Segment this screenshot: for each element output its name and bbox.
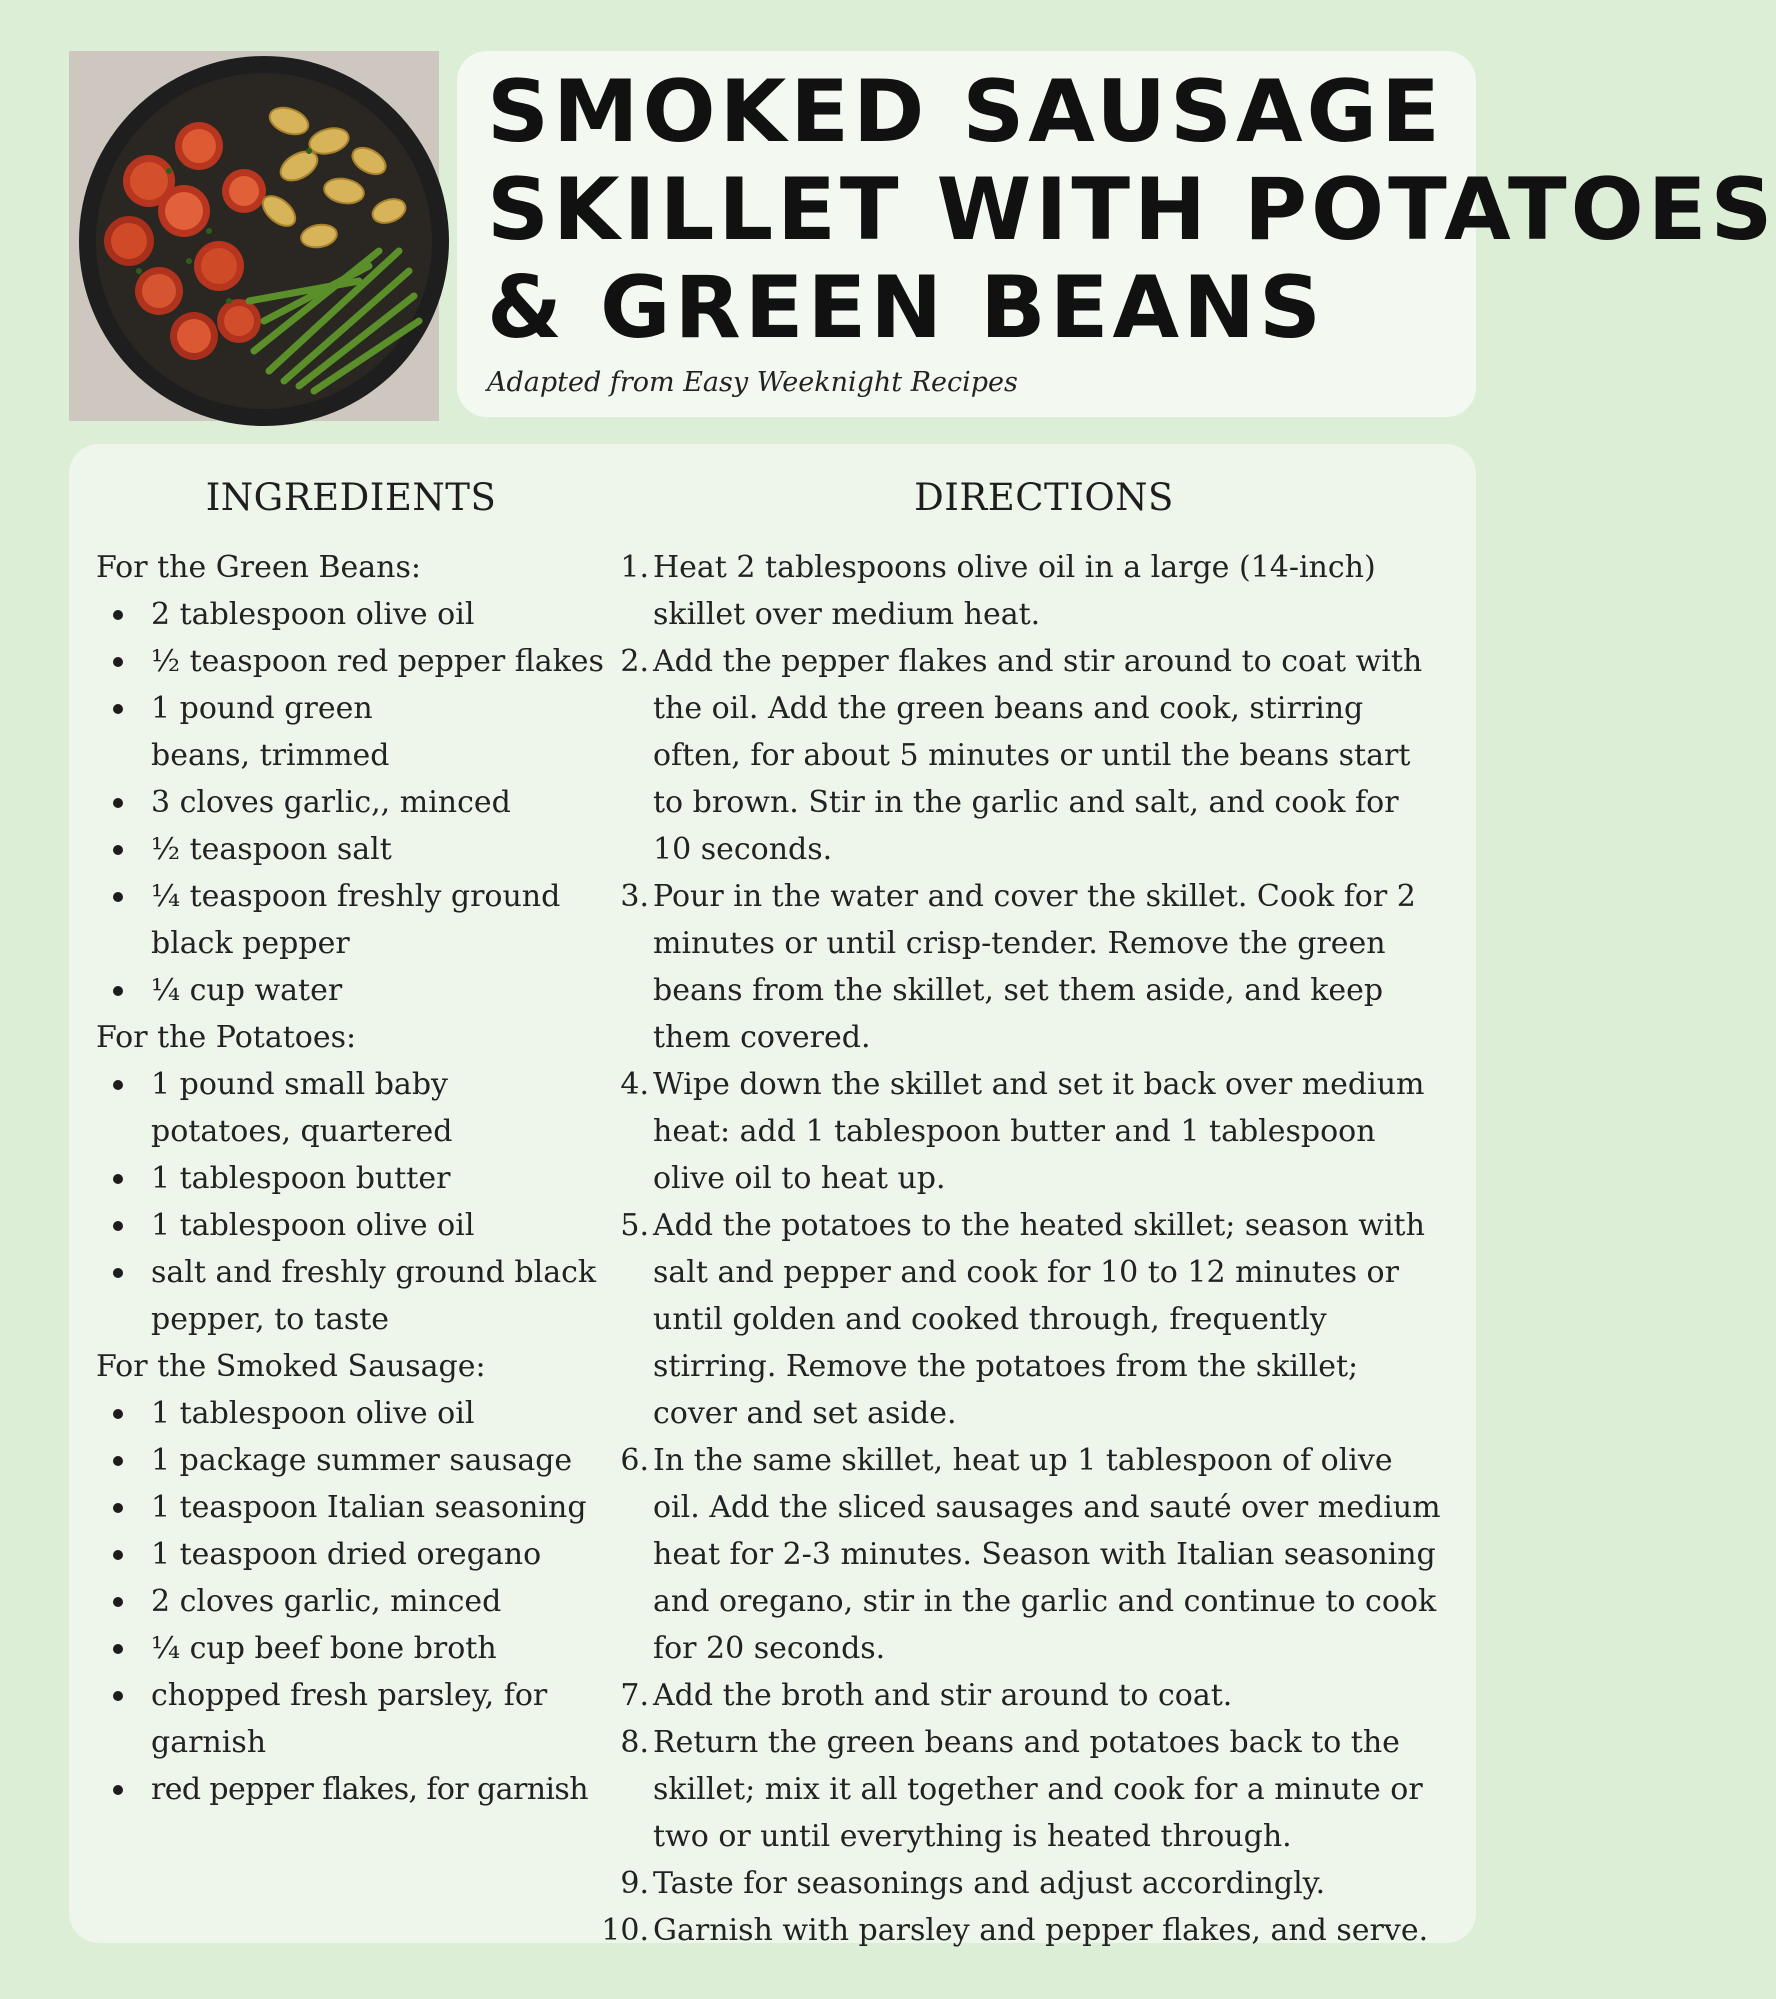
step-text: Add the potatoes to the heated skillet; season with salt and pepper and cook for 10 to 12 minutes or until golden and cooked through, frequently stirring. Remove the potatoes from the skillet; cover and set aside. <box>653 1208 1425 1431</box>
ingredient-list <box>96 591 656 1014</box>
ingredient-item: ½ teaspoon salt <box>96 826 656 873</box>
direction-step <box>609 1437 1444 1672</box>
step-number: 6. <box>620 1443 649 1478</box>
step-number: 7. <box>620 1678 649 1713</box>
direction-step <box>609 1061 1444 1202</box>
ingredient-list <box>96 1390 656 1813</box>
direction-step <box>609 1672 1444 1719</box>
step-text: In the same skillet, heat up 1 tablespoon of olive oil. Add the sliced sausages and sauté over medium heat for 2-3 minutes. Season with Italian seasoning and oregano, stir in the garlic and continue to cook for 20 seconds. <box>653 1443 1441 1666</box>
direction-step <box>609 1202 1444 1437</box>
step-text: Pour in the water and cover the skillet. Cook for 2 minutes or until crisp-tender. Remove the green beans from the skillet, set them aside, and keep them covered. <box>653 879 1416 1055</box>
ingredient-item: ¼ teaspoon freshly ground black pepper <box>96 873 571 967</box>
ingredients-column <box>96 544 656 1813</box>
step-number: 9. <box>620 1866 649 1901</box>
direction-step <box>601 1907 1444 1954</box>
ingredient-item: 3 cloves garlic,, minced <box>96 779 656 826</box>
ingredient-item: ¼ cup water <box>96 967 656 1014</box>
step-text: Add the broth and stir around to coat. <box>653 1678 1233 1713</box>
ingredient-item: 1 pound small baby potatoes, quartered <box>96 1061 581 1155</box>
recipe-photo <box>69 51 439 421</box>
direction-list <box>601 544 1444 1954</box>
ingredient-section-label: For the Potatoes: <box>96 1020 357 1055</box>
directions-column <box>601 544 1444 1954</box>
ingredient-item: 1 tablespoon olive oil <box>96 1202 656 1249</box>
title-card <box>457 51 1776 417</box>
step-text: Taste for seasonings and adjust accordingly. <box>653 1866 1326 1901</box>
direction-step <box>609 544 1444 638</box>
ingredient-section-label: For the Green Beans: <box>96 550 421 585</box>
ingredient-item: 1 package summer sausage <box>96 1437 656 1484</box>
recipe-content-card <box>69 444 1476 1948</box>
ingredient-item: red pepper flakes, for garnish <box>96 1766 656 1813</box>
ingredient-section-label: For the Smoked Sausage: <box>96 1349 486 1384</box>
step-number: 1. <box>620 550 649 585</box>
ingredient-item: 1 tablespoon butter <box>96 1155 656 1202</box>
ingredient-item: chopped fresh parsley, for garnish <box>96 1672 571 1766</box>
ingredient-item: ¼ cup beef bone broth <box>96 1625 656 1672</box>
direction-step <box>609 873 1444 1061</box>
ingredient-list <box>96 1061 656 1343</box>
step-text: Garnish with parsley and pepper flakes, and serve. <box>653 1913 1429 1948</box>
ingredient-item: salt and freshly ground black pepper, to taste <box>96 1249 601 1343</box>
step-text: Add the pepper flakes and stir around to coat with the oil. Add the green beans and cook, stirring often, for about 5 minutes or until the beans start to brown. Stir in the garlic and salt, and cook for 10 seconds. <box>653 644 1423 867</box>
ingredient-item: 1 teaspoon dried oregano <box>96 1531 656 1578</box>
direction-step <box>609 1719 1444 1860</box>
recipe-source: Adapted from Easy Weeknight Recipes <box>487 367 1018 398</box>
ingredients-heading: INGREDIENTS <box>205 476 497 519</box>
step-number: 2. <box>620 644 649 679</box>
ingredient-item: 2 cloves garlic, minced <box>96 1578 656 1625</box>
step-number: 4. <box>620 1067 649 1102</box>
step-number: 3. <box>620 879 649 914</box>
step-text: Wipe down the skillet and set it back over medium heat: add 1 tablespoon butter and 1 tablespoon olive oil to heat up. <box>653 1067 1425 1196</box>
step-number: 8. <box>620 1725 649 1760</box>
ingredient-item: ½ teaspoon red pepper flakes <box>96 638 656 685</box>
title-line: SKILLET WITH POTATOES <box>487 160 1776 260</box>
ingredient-item: 1 teaspoon Italian seasoning <box>96 1484 656 1531</box>
recipe-title <box>487 62 1776 358</box>
ingredient-item: 1 tablespoon olive oil <box>96 1390 656 1437</box>
step-text: Return the green beans and potatoes back to the skillet; mix it all together and cook for a minute or two or until everything is heated through. <box>653 1725 1423 1854</box>
ingredient-item: 2 tablespoon olive oil <box>96 591 656 638</box>
step-number: 5. <box>620 1208 649 1243</box>
step-number: 10. <box>601 1913 649 1948</box>
direction-step <box>609 638 1444 873</box>
title-line: & GREEN BEANS <box>487 258 1325 358</box>
directions-heading: DIRECTIONS <box>914 476 1174 519</box>
title-line: SMOKED SAUSAGE <box>487 62 1444 162</box>
step-text: Heat 2 tablespoons olive oil in a large (14-inch) skillet over medium heat. <box>653 550 1376 632</box>
ingredient-item: 1 pound green beans, trimmed <box>96 685 481 779</box>
direction-step <box>609 1860 1444 1907</box>
